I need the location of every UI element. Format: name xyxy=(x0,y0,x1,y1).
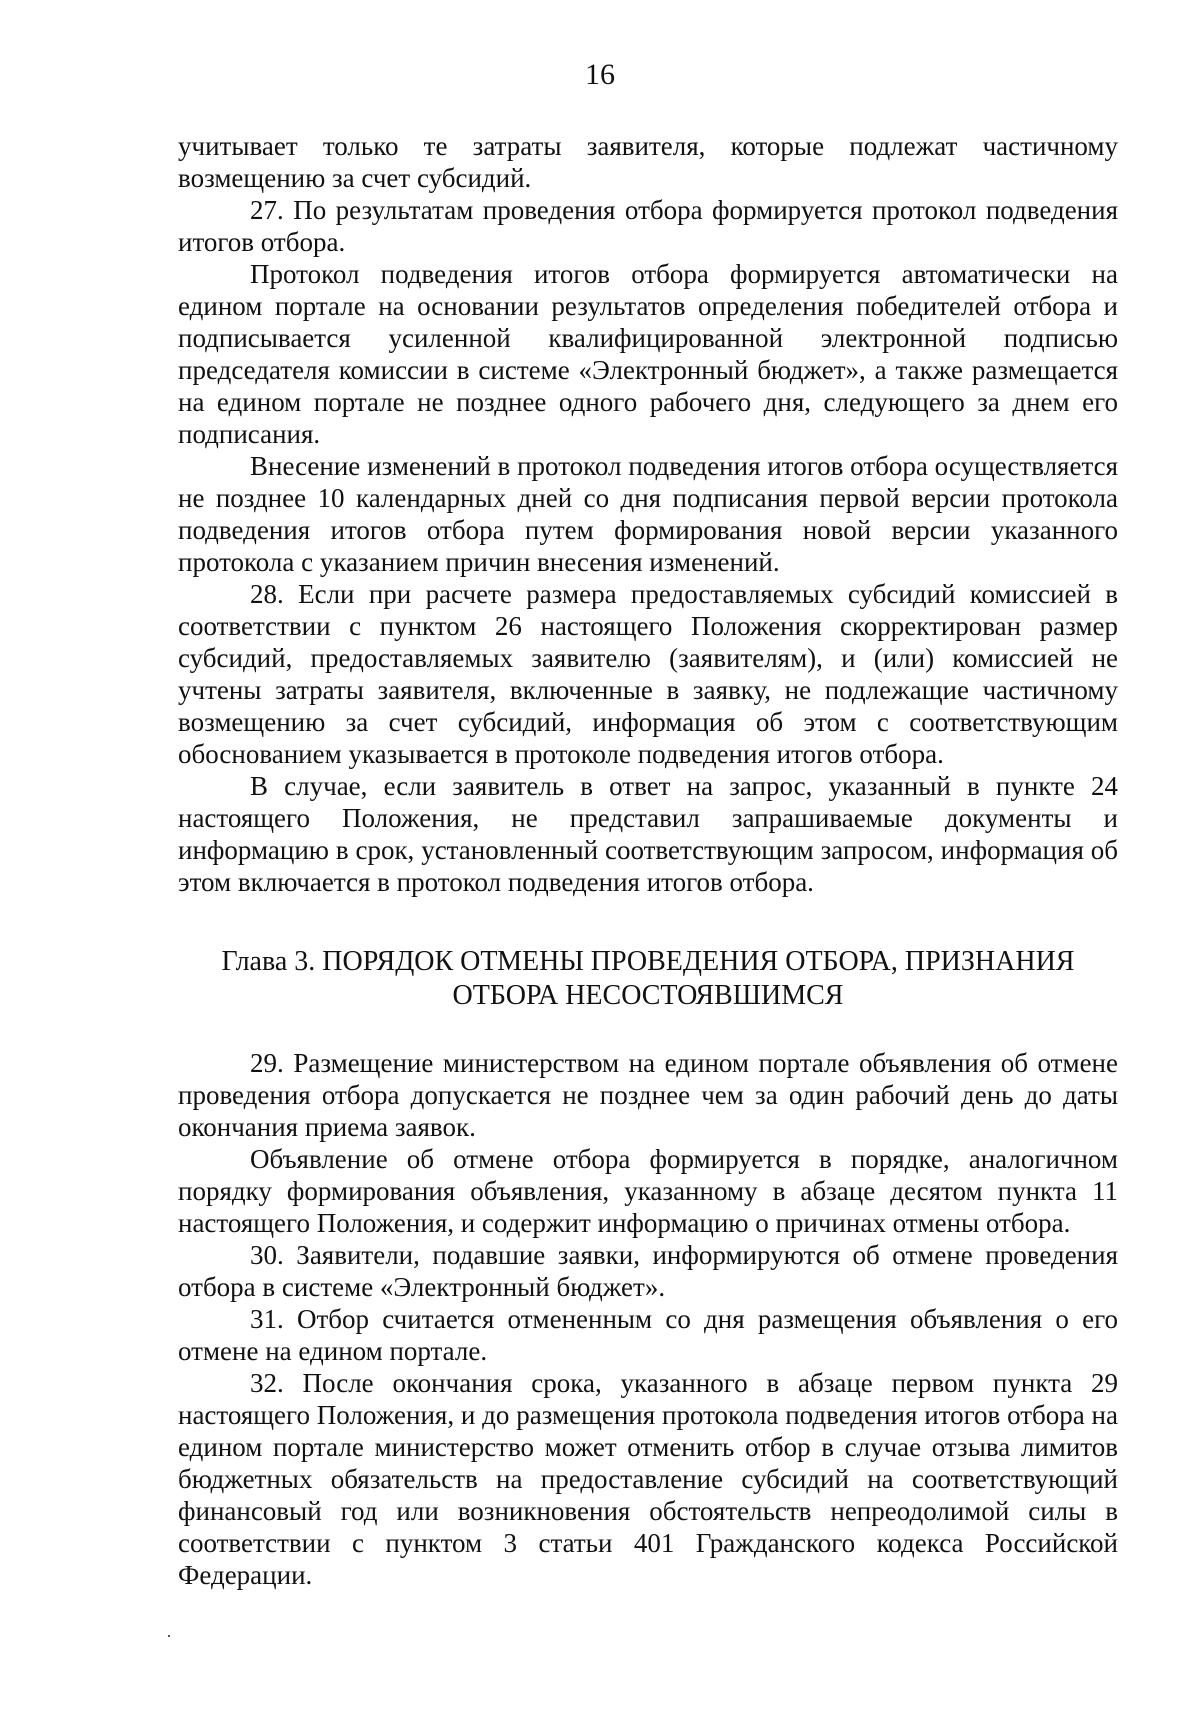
paragraph: В случае, если заявитель в ответ на запрос, указанный в пункте 24 настоящего Положения, не представил запрашиваемые документы и информацию в срок, установленный соответствующим запросом, информация об этом включается в протокол подведения итогов отбора. xyxy=(178,771,1118,897)
paragraph: 29. Размещение министерством на едином портале объявления об отмене проведения отбора допускается не позднее чем за один рабочий день до даты окончания приема заявок. xyxy=(178,1048,1118,1142)
paragraph: учитывает только те затраты заявителя, которые подлежат частичному возмещению за счет субсидий. xyxy=(178,131,1118,193)
chapter-heading-line-1: Глава 3. ПОРЯДОК ОТМЕНЫ ПРОВЕДЕНИЯ ОТБОРА, ПРИЗНАНИЯ xyxy=(221,946,1075,977)
body-text-before-chapter xyxy=(178,130,1118,898)
scan-speck xyxy=(168,1635,170,1637)
paragraph: 31. Отбор считается отмененным со дня размещения объявления о его отмене на едином портале. xyxy=(178,1304,1118,1366)
paragraph: 32. После окончания срока, указанного в абзаце первом пункта 29 настоящего Положения, и до размещения протокола подведения итогов отбора на едином портале министерство может отменить отбор в случае отзыва лимитов бюджетных обязательств на предоставление субсидий на соответствующий финансовый год или возникновения обстоятельств непреодолимой силы в соответствии с пунктом 3 статьи 401 Гражданского кодекса Российской Федерации. xyxy=(178,1368,1118,1590)
chapter-heading-line-2: ОТБОРА НЕСОСТОЯВШИМСЯ xyxy=(452,980,844,1011)
page-number: 16 xyxy=(585,58,615,91)
paragraph: Протокол подведения итогов отбора формируется автоматически на едином портале на основании результатов определения победителей отбора и подписывается усиленной квалифицированной электронной подписью председателя комиссии в системе «Электронный бюджет», а также размещается на едином портале не позднее одного рабочего дня, следующего за днем его подписания. xyxy=(178,259,1118,449)
paragraph: Объявление об отмене отбора формируется в порядке, аналогичном порядку формирования объявления, указанному в абзаце десятом пункта 11 настоящего Положения, и содержит информацию о причинах отмены отбора. xyxy=(178,1144,1118,1238)
chapter-heading xyxy=(178,945,1118,1013)
paragraph: 30. Заявители, подавшие заявки, информируются об отмене проведения отбора в системе «Электронный бюджет». xyxy=(178,1240,1118,1302)
paragraph: 27. По результатам проведения отбора формируется протокол подведения итогов отбора. xyxy=(178,195,1118,257)
paragraph: 28. Если при расчете размера предоставляемых субсидий комиссией в соответствии с пунктом 26 настоящего Положения скорректирован размер субсидий, предоставляемых заявителю (заявителям), и (или) комиссией не учтены затраты заявителя, включенные в заявку, не подлежащие частичному возмещению за счет субсидий, информация об этом с соответствующим обоснованием указывается в протоколе подведения итогов отбора. xyxy=(178,579,1118,769)
body-text-after-chapter xyxy=(178,1047,1118,1591)
paragraph: Внесение изменений в протокол подведения итогов отбора осуществляется не позднее 10 календарных дней со дня подписания первой версии протокола подведения итогов отбора путем формирования новой версии указанного протокола с указанием причин внесения изменений. xyxy=(178,451,1118,577)
